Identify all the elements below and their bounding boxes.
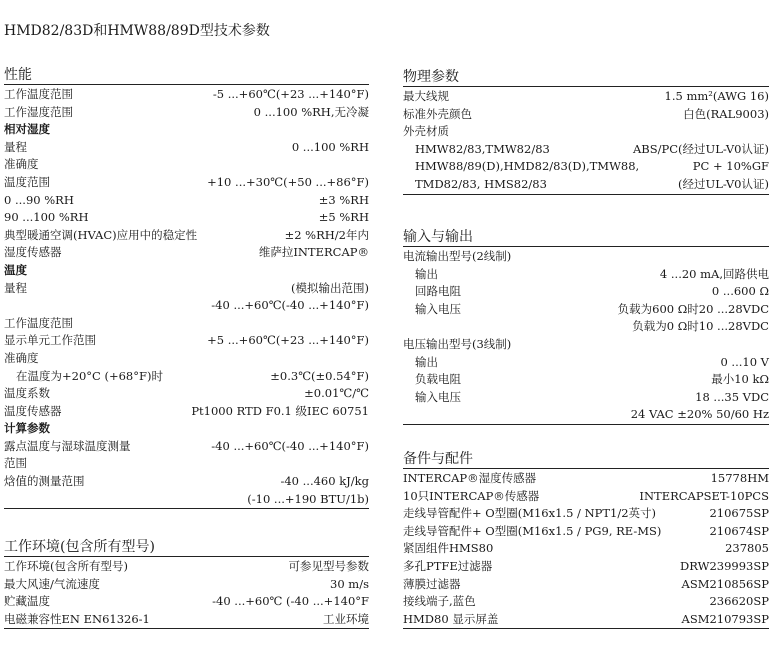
spec-label: 准确度 [4, 157, 39, 172]
spec-label: 温度传感器 [4, 403, 62, 418]
spec-value: 15778HM [710, 471, 769, 485]
spec-label: 贮藏温度 [4, 594, 50, 609]
spec-value: 4 ...20 mA,回路供电 [659, 266, 769, 281]
spec-row [403, 576, 769, 594]
section-physical-parameters [403, 68, 769, 195]
spec-row [4, 156, 369, 174]
spec-label: 准确度 [4, 350, 39, 365]
spec-row [403, 123, 769, 141]
spec-label: 最大线规 [403, 89, 449, 103]
spec-label: 输出 [415, 266, 438, 281]
spec-label: 标准外壳颜色 [403, 106, 472, 121]
spec-row [403, 505, 769, 523]
spec-label: HMD80 显示屏盖 [403, 611, 499, 626]
spec-label: 外壳材质 [403, 124, 449, 139]
spec-value: 维萨拉INTERCAP® [258, 245, 369, 260]
spec-value: 0 ...600 Ω [711, 284, 769, 299]
spec-label: 范围 [4, 456, 27, 471]
spec-value: 1.5 mm²(AWG 16) [664, 89, 769, 103]
spec-value: +10 ...+30℃(+50 ...+86°F) [207, 174, 369, 189]
spec-label: 走线导管配件+ O型圈(M16x1.5 / PG9, RE-MS) [403, 523, 662, 538]
spec-value: 工业环境 [323, 611, 369, 626]
spec-value: Pt1000 RTD F0.1 级IEC 60751 [191, 403, 369, 418]
spec-label: 回路电阻 [415, 284, 461, 299]
spec-value: +5 ...+60℃(+23 ...+140°F) [207, 333, 369, 348]
spec-row [403, 158, 769, 176]
spec-value: 18 ...35 VDC [695, 389, 769, 404]
spec-row [4, 192, 369, 210]
spec-label: 湿度传感器 [4, 245, 62, 260]
spec-row [4, 385, 369, 403]
spec-row [4, 420, 369, 438]
spec-value: ASM210856SP [681, 576, 769, 591]
spec-row [403, 593, 769, 611]
spec-value: ±5 %RH [318, 210, 369, 225]
spec-label: 薄膜过滤器 [403, 576, 461, 591]
spec-row [403, 176, 769, 195]
spec-value: 0 ...10 V [720, 354, 769, 369]
spec-label: 工作湿度范围 [4, 104, 73, 119]
spec-row [4, 438, 369, 456]
spec-label: 计算参数 [4, 421, 50, 436]
spec-value: 负载为600 Ω时20 ...28VDC [617, 301, 769, 316]
spec-label: INTERCAP®湿度传感器 [403, 471, 537, 485]
spec-row [4, 558, 369, 576]
spec-value: -40 ...+60℃(-40 ...+140°F) [211, 438, 369, 453]
spec-label: 紧固组件HMS80 [403, 541, 494, 556]
spec-row [403, 389, 769, 407]
spec-row [403, 88, 769, 106]
section-inputs-outputs [403, 228, 769, 425]
spec-row [4, 121, 369, 139]
spec-value: 236620SP [709, 594, 769, 609]
spec-value: 24 VAC ±20% 50/60 Hz [630, 407, 769, 422]
section-title: 工作环境(包含所有型号) [4, 538, 369, 557]
spec-label: 工作温度范围 [4, 315, 73, 330]
spec-row [403, 336, 769, 354]
spec-label: 负载电阻 [415, 372, 461, 387]
spec-value: ±3 %RH [318, 192, 369, 207]
spec-value: DRW239993SP [680, 558, 769, 573]
spec-row [403, 301, 769, 319]
spec-row [4, 227, 369, 245]
section-title: 物理参数 [403, 68, 769, 87]
spec-label: 走线导管配件+ O型圈(M16x1.5 / NPT1/2英寸) [403, 506, 657, 521]
spec-value: ±0.01℃/℃ [304, 386, 369, 401]
spec-row [4, 280, 369, 298]
spec-label: 工作环境(包含所有型号) [4, 559, 128, 573]
spec-row [4, 403, 369, 421]
spec-row [403, 248, 769, 266]
spec-row [4, 611, 369, 630]
spec-row [4, 174, 369, 192]
spec-row [403, 470, 769, 488]
spec-value: (-10 ...+190 BTU/1b) [247, 491, 369, 506]
spec-label: 多孔PTFE过滤器 [403, 558, 493, 573]
spec-row [4, 209, 369, 227]
spec-row [403, 540, 769, 558]
spec-value: 最小10 kΩ [711, 372, 769, 387]
spec-value: (模拟输出范围) [291, 280, 369, 295]
spec-label: 输入电压 [415, 301, 461, 316]
spec-label: 输入电压 [415, 389, 461, 404]
spec-row [4, 297, 369, 315]
spec-label: 最大风速/气流速度 [4, 576, 100, 591]
spec-label: HMW88/89(D),HMD82/83(D),TMW88, [415, 159, 640, 174]
section-title: 输入与输出 [403, 228, 769, 247]
spec-label: 电磁兼容性EN EN61326-1 [4, 611, 150, 626]
spec-value: 白色(RAL9003) [683, 106, 769, 121]
spec-row [403, 558, 769, 576]
spec-row [4, 332, 369, 350]
section-operating-environment [4, 538, 369, 629]
spec-row [403, 406, 769, 425]
document-title: HMD82/83D和HMW88/89D型技术参数 [4, 23, 270, 39]
spec-value: 30 m/s [330, 576, 369, 591]
spec-value: 可参见型号参数 [288, 559, 369, 573]
spec-row [4, 473, 369, 491]
spec-value: ASM210793SP [681, 611, 769, 626]
section-spare-parts [403, 450, 769, 629]
spec-value: -40 ...+60℃ (-40 ...+140°F [212, 594, 369, 609]
spec-label: 90 ...100 %RH [4, 210, 89, 225]
spec-label: HMW82/83,TMW82/83 [415, 141, 550, 156]
spec-value: -40 ...460 kJ/kg [280, 474, 369, 489]
spec-row [4, 491, 369, 510]
spec-label: 量程 [4, 280, 27, 295]
spec-row [403, 283, 769, 301]
spec-row [4, 350, 369, 368]
section-performance [4, 66, 369, 509]
spec-value: 0 ...100 %RH [291, 139, 369, 154]
spec-row [4, 139, 369, 157]
spec-row [403, 523, 769, 541]
spec-row [4, 455, 369, 473]
spec-value: 237805 [725, 541, 769, 556]
spec-row [4, 576, 369, 594]
spec-row [4, 262, 369, 280]
spec-value: -40 ...+60℃(-40 ...+140°F) [211, 298, 369, 313]
spec-row [4, 315, 369, 333]
spec-row [403, 266, 769, 284]
spec-value: 0 ...100 %RH,无冷凝 [253, 104, 369, 119]
spec-row [403, 354, 769, 372]
spec-row [4, 244, 369, 262]
spec-label: TMD82/83, HMS82/83 [415, 176, 547, 191]
spec-label: 在温度为+20°C (+68°F)时 [16, 368, 163, 383]
spec-label: 量程 [4, 139, 27, 154]
spec-label: 温度系数 [4, 386, 50, 401]
spec-value: 负载为0 Ω时10 ...28VDC [632, 319, 769, 334]
spec-value: 210675SP [709, 506, 769, 521]
section-title: 备件与配件 [403, 450, 769, 469]
spec-row [403, 141, 769, 159]
spec-row [4, 86, 369, 104]
spec-label: 接线端子,蓝色 [403, 594, 476, 609]
spec-row [4, 593, 369, 611]
spec-label: 温度范围 [4, 174, 50, 189]
spec-value: ±0.3℃(±0.54°F) [270, 368, 369, 383]
spec-row [4, 104, 369, 122]
spec-value: PC + 10%GF [692, 159, 769, 174]
spec-label: 工作温度范围 [4, 87, 73, 101]
spec-row [403, 106, 769, 124]
spec-value: (经过UL-V0认证) [678, 176, 769, 191]
spec-label: 典型暖通空调(HVAC)应用中的稳定性 [4, 227, 198, 242]
spec-label: 10只INTERCAP®传感器 [403, 488, 540, 503]
spec-label: 相对湿度 [4, 122, 50, 137]
spec-value: 210674SP [709, 523, 769, 538]
spec-label: 露点温度与湿球温度测量 [4, 438, 131, 453]
section-title: 性能 [4, 66, 369, 85]
spec-value: ABS/PC(经过UL-V0认证) [632, 141, 769, 156]
spec-label: 0 ...90 %RH [4, 192, 74, 207]
spec-label: 温度 [4, 262, 27, 277]
spec-row [4, 368, 369, 386]
spec-label: 电压输出型号(3线制) [403, 336, 512, 351]
spec-value: ±2 %RH/2年内 [284, 227, 369, 242]
spec-value: -5 ...+60℃(+23 ...+140°F) [212, 87, 369, 101]
spec-row [403, 488, 769, 506]
spec-label: 焓值的测量范围 [4, 474, 85, 489]
spec-row [403, 371, 769, 389]
spec-label: 显示单元工作范围 [4, 333, 96, 348]
spec-value: INTERCAPSET-10PCS [639, 488, 769, 503]
spec-label: 输出 [415, 354, 438, 369]
spec-label: 电流输出型号(2线制) [403, 249, 512, 263]
spec-row [403, 611, 769, 630]
spec-row [403, 318, 769, 336]
